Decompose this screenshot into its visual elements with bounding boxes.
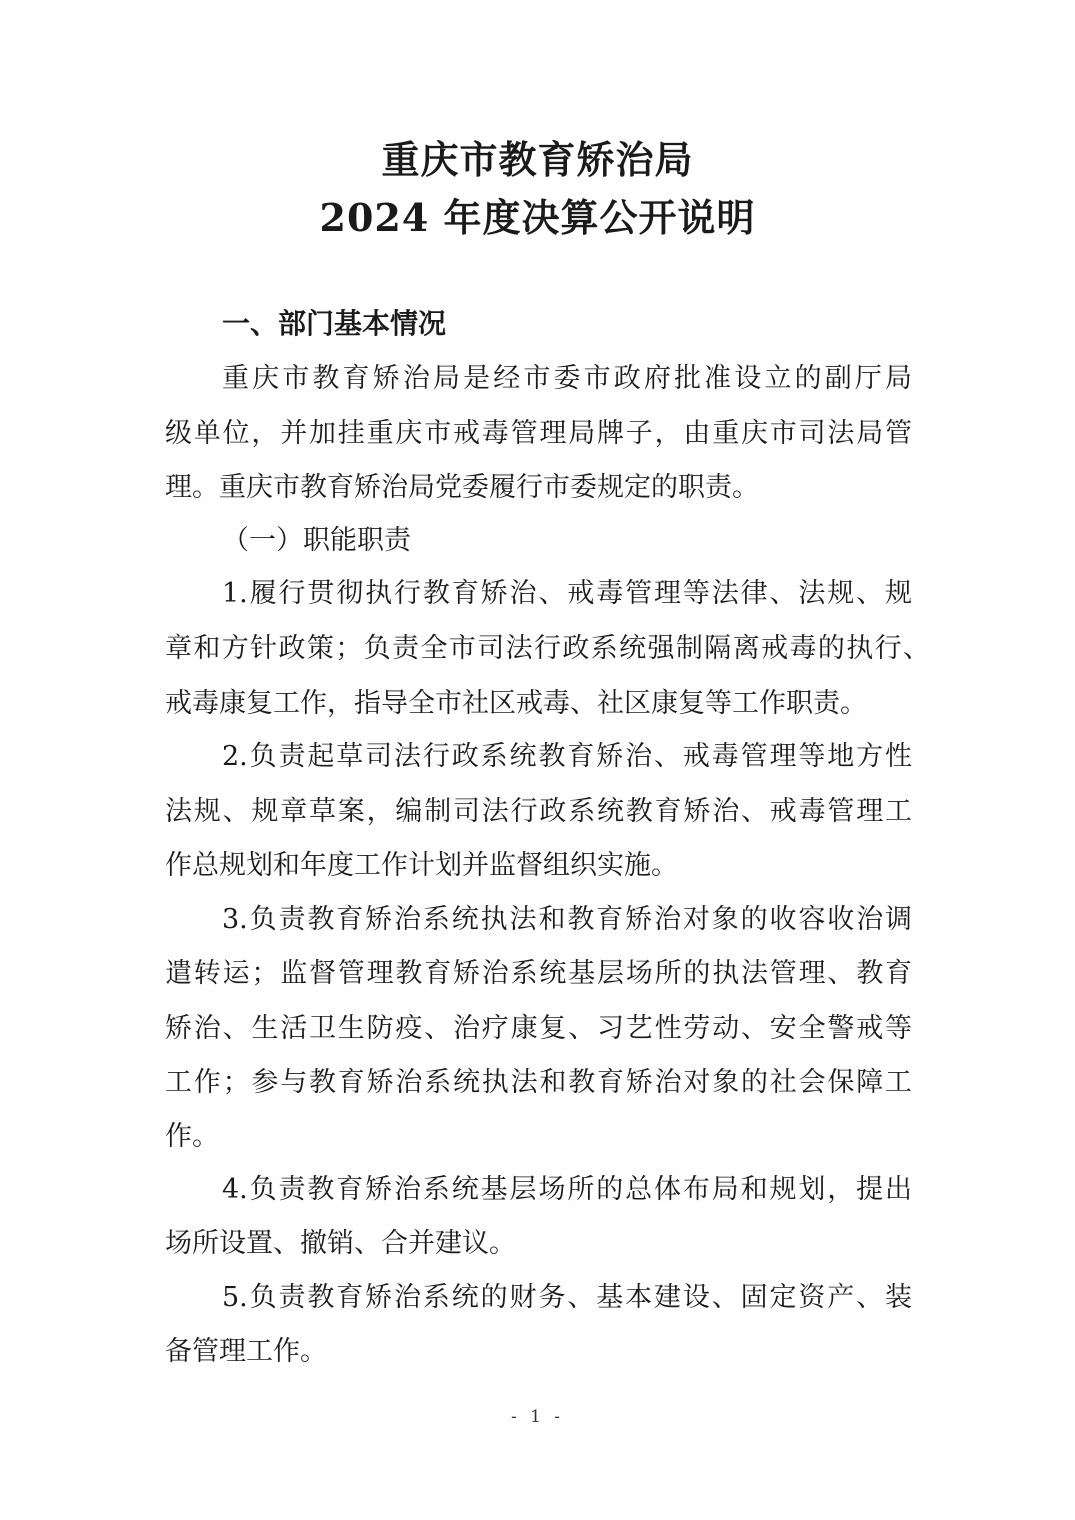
paragraph-line: 法规、规章草案，编制司法行政系统教育矫治、戒毒管理工: [165, 796, 912, 827]
paragraph-line: 1.履行贯彻执行教育矫治、戒毒管理等法律、法规、规: [222, 578, 912, 609]
paragraph-line: 工作；参与教育矫治系统执法和教育矫治对象的社会保障工: [165, 1067, 912, 1098]
paragraph-line: 备管理工作。: [165, 1336, 327, 1367]
paragraph-line: 重庆市教育矫治局是经市委市政府批准设立的副厅局: [222, 363, 912, 394]
paragraph-line: 作。: [165, 1121, 219, 1152]
paragraph-line: 4.负责教育矫治系统基层场所的总体布局和规划，提出: [222, 1174, 912, 1205]
paragraph-line: 矫治、生活卫生防疫、治疗康复、习艺性劳动、安全警戒等: [165, 1013, 912, 1044]
paragraph-line: 场所设置、撤销、合并建议。: [165, 1228, 516, 1259]
page-number: - 1 -: [510, 1407, 565, 1427]
document-title-line-1: 重庆市教育矫治局: [381, 137, 694, 182]
subsection-heading-functions: （一）职能职责: [222, 525, 411, 556]
paragraph-line: 3.负责教育矫治系统执法和教育矫治对象的收容收治调: [222, 904, 912, 935]
section-heading-basic-info: 一、部门基本情况: [222, 307, 447, 340]
paragraph-line: 戒毒康复工作，指导全市社区戒毒、社区康复等工作职责。: [165, 688, 867, 719]
paragraph-line: 遣转运；监督管理教育矫治系统基层场所的执法管理、教育: [165, 958, 912, 989]
paragraph-line: 5.负责教育矫治系统的财务、基本建设、固定资产、装: [222, 1282, 912, 1313]
paragraph-line: 作总规划和年度工作计划并监督组织实施。: [165, 850, 678, 881]
paragraph-line: 2.负责起草司法行政系统教育矫治、戒毒管理等地方性: [222, 741, 912, 772]
paragraph-line: 章和方针政策；负责全市司法行政系统强制隔离戒毒的执行、: [165, 633, 930, 664]
paragraph-line: 理。重庆市教育矫治局党委履行市委规定的职责。: [165, 472, 759, 503]
paragraph-line: 级单位，并加挂重庆市戒毒管理局牌子，由重庆市司法局管: [165, 418, 912, 449]
document-title-line-2: 2024 年度决算公开说明: [319, 195, 756, 240]
